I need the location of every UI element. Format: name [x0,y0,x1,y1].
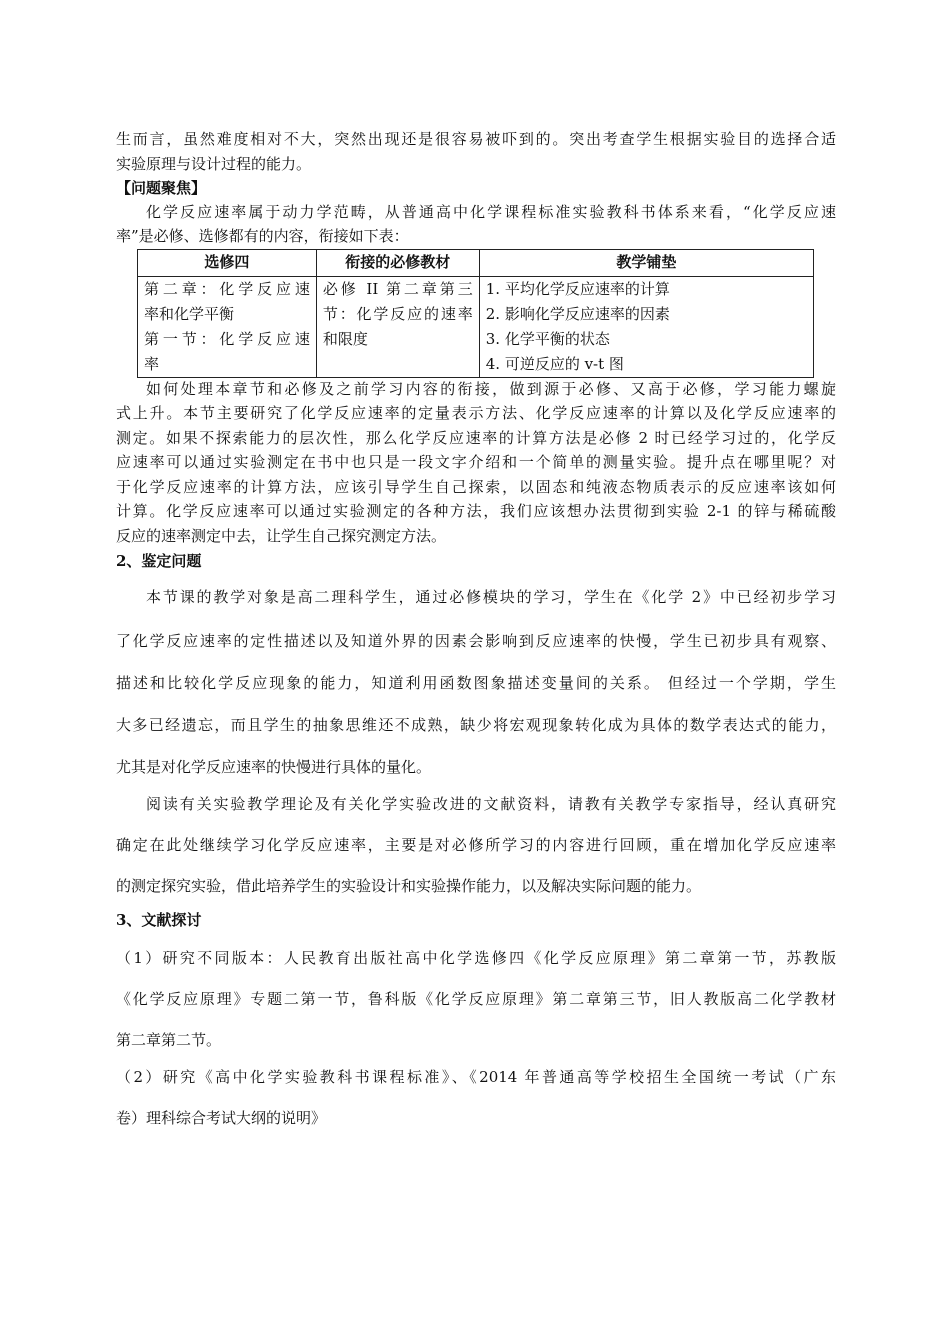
section2-line: 描述和比较化学反应现象的能力，知道利用函数图象描述变量间的关系。 但经过一个学期，学生 [116,674,836,692]
section2-line: 确定在此处继续学习化学反应速率，主要是对必修所学习的内容进行回顾，重在增加化学反应速率 [116,836,836,854]
focus-heading: 【问题聚焦】 [116,179,207,197]
cell-line: 和限度 [322,330,368,348]
cell-line: 第一节：化学反应速 [144,330,310,348]
section3-heading: 3、文献探讨 [116,911,202,929]
para1-line: 式上升。本节主要研究了化学反应速率的定量表示方法、化学反应速率的计算以及化学反应速率的 [116,404,836,422]
cell-line: 1. 平均化学反应速率的计算 [485,280,670,298]
intro-line-1: 生而言，虽然难度相对不大，突然出现还是很容易被吓到的。突出考查学生根据实验目的选择合适 [116,130,836,148]
section3-line: 《化学反应原理》专题二第一节，鲁科版《化学反应原理》第二章第三节，旧人教版高二化学教材 [116,990,836,1008]
section2-line: 的测定探究实验，借此培养学生的实验设计和实验操作能力，以及解决实际问题的能力。 [116,877,702,895]
intro-line-2: 实验原理与设计过程的能力。 [116,155,312,173]
table-header-cell: 教学铺垫 [479,250,813,277]
table-cell-elective [138,277,317,378]
table-header-cell: 衔接的必修教材 [316,250,479,277]
section2-line: 大多已经遗忘，而且学生的抽象思维还不成熟，缺少将宏观现象转化成为具体的数学表达式的能力， [116,716,836,734]
table-row [138,277,814,378]
cell-line: 率和化学平衡 [144,305,235,323]
table-cell-required [316,277,479,378]
section3-line: （2）研究《高中化学实验教科书课程标准》、《2014 年普通高等学校招生全国统一考试（广东 [116,1068,836,1086]
cell-line: 4. 可逆反应的 v-t 图 [485,355,624,373]
cell-line: 2. 影响化学反应速率的因素 [485,305,670,323]
section2-line: 了化学反应速率的定性描述以及知道外界的因素会影响到反应速率的快慢，学生已初步具有观察、 [116,632,836,650]
section3-line: （1）研究不同版本：人民教育出版社高中化学选修四《化学反应原理》第二章第一节，苏教版 [116,949,836,967]
table-cell-groundwork [479,277,813,378]
para1-line: 应速率可以通过实验测定在书中也只是一段文字介绍和一个简单的测量实验。提升点在哪里呢？对 [116,453,836,471]
para1-line: 计算。化学反应速率可以通过实验测定的各种方法，我们应该想办法贯彻到实验 2-1 的锌与稀硫酸 [116,502,836,520]
curriculum-table [137,249,814,378]
section3-line: 卷）理科综合考试大纲的说明》 [116,1109,327,1127]
section2-line: 本节课的教学对象是高二理科学生，通过必修模块的学习，学生在《化学 2》中已经初步学习 [146,588,836,606]
section2-line: 尤其是对化学反应速率的快慢进行具体的量化。 [116,758,432,776]
table-header-row [138,250,814,277]
cell-line: 必修 II 第二章第三 [322,280,473,298]
para1-line: 如何处理本章节和必修及之前学习内容的衔接，做到源于必修、又高于必修，学习能力螺旋 [146,380,836,398]
focus-line-1: 化学反应速率属于动力学范畴，从普通高中化学课程标准实验教科书体系来看，“化学反应速 [146,203,836,221]
para1-line: 于化学反应速率的计算方法，应该引导学生自己探索，以固态和纯液态物质表示的反应速率该如何 [116,478,836,496]
section2-heading: 2、鉴定问题 [116,552,202,570]
cell-line: 率 [144,355,160,373]
para1-line: 测定。如果不探索能力的层次性，那么化学反应速率的计算方法是必修 2 时已经学习过的，化学反 [116,429,836,447]
section3-line: 第二章第二节。 [116,1031,222,1049]
focus-line-2: 率”是必修、选修都有的内容，衔接如下表： [116,227,409,245]
cell-line: 第二章：化学反应速 [144,280,310,298]
cell-line: 节：化学反应的速率 [322,305,473,323]
para1-line: 反应的速率测定中去，让学生自己探究测定方法。 [116,527,447,545]
table-header-cell: 选修四 [138,250,317,277]
cell-line: 3. 化学平衡的状态 [485,330,610,348]
section2-line: 阅读有关实验教学理论及有关化学实验改进的文献资料，请教有关教学专家指导，经认真研究 [146,795,836,813]
